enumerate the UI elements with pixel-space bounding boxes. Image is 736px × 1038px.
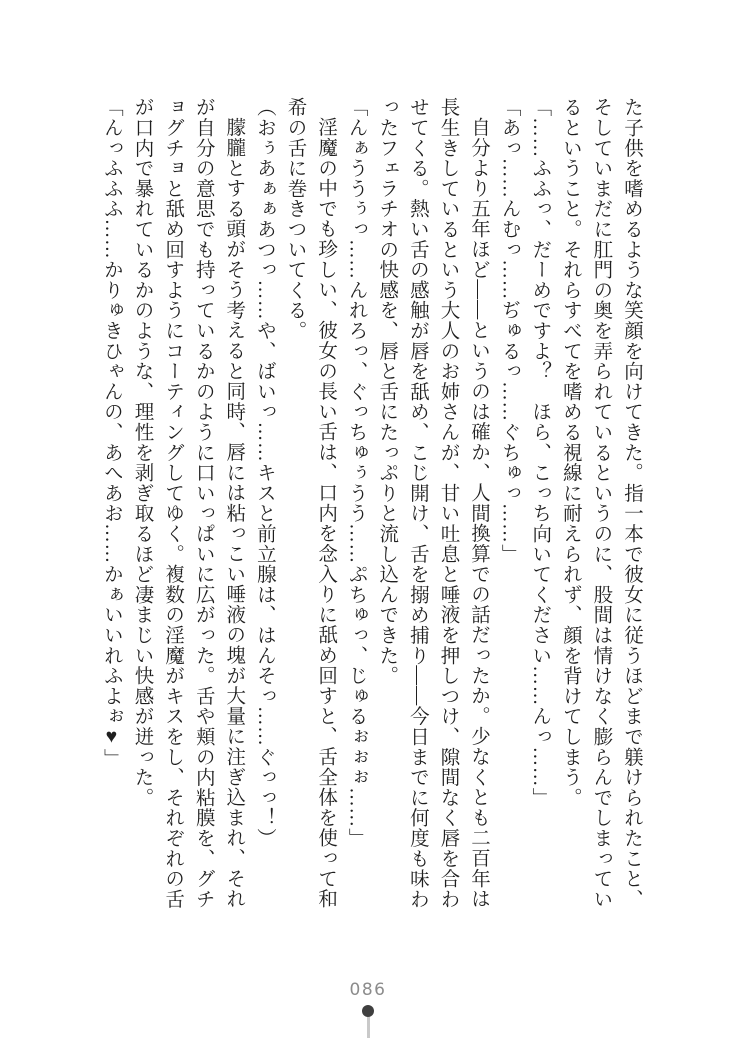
marker-dot-icon[interactable] (362, 1005, 374, 1017)
text-line: せてくる。熱い舌の感触が唇を舐め、こじ開け、舌を搦め捕り――今日までに何度も味わ (406, 97, 428, 909)
text-line: ョグチョと舐め回すようにコーティングしてゆく。複数の淫魔がキスをし、それぞれの舌 (162, 97, 184, 909)
text-line: 淫魔の中でも珍しい、彼女の長い舌は、口内を念入りに舐め回すと、舌全体を使って和 (315, 116, 337, 909)
text-line: が口内で暴れているかのような、理性を剥ぎ取るほど凄まじい快感が迸った。 (131, 97, 153, 808)
text-line: 希の舌に巻きついてくる。 (284, 97, 306, 341)
text-line: そしていまだに肛門の奥を弄られているというのに、股間は情けなく膨らんでしまってい (590, 97, 612, 909)
text-line: ったフェラチオの快感を、唇と舌にたっぷりと流し込んできた。 (376, 97, 398, 686)
text-line: 「あっ……んむっ……ぢゅるっ……ぐちゅっ……」 (498, 97, 520, 564)
text-line: が自分の意思でも持っているかのように口いっぱいに広がった。舌や頬の内粘膜を、グチ (192, 97, 214, 909)
text-line: 「んっふふふ……かりゅきひゃんの、あへあお……かぁいいれふよぉ♥」 (100, 97, 122, 769)
text-block (95, 97, 646, 912)
text-line: 長生きしているという大人のお姉さんが、甘い吐息と唾液を押しつけ、隙間なく唇を合わ (437, 97, 459, 909)
text-line: 「んぁううぅっ……んれろっ、ぐっちゅぅうう……ぷちゅっ、じゅるぉぉぉ……」 (345, 97, 367, 849)
page-number: 086 (349, 980, 387, 1000)
page-footer (0, 980, 736, 1000)
text-line: （おぅあぁぁあつっ……や、ばいっ……キスと前立腺は、はんそっ……ぐっっ！） (253, 97, 275, 849)
text-line: るということ。それらすべてを嗜める視線に耐えられず、顔を背けてしまう。 (559, 97, 581, 808)
text-line: 朦朧とする頭がそう考えると同時、唇には粘っこい唾液の塊が大量に注ぎ込まれ、それ (223, 116, 245, 909)
page-position-marker[interactable] (360, 1004, 376, 1038)
text-line: 「……ふふっ、だーめですよ？ ほら、こっち向いてください……んっ……」 (529, 97, 551, 808)
text-line: 自分より五年ほど――というのは確か、人間換算での話だったか。少なくとも二百年は (468, 116, 490, 909)
text-line: た子供を嗜めるような笑顔を向けてきた。指一本で彼女に従うほどまで躾けられたこと、 (621, 97, 642, 909)
